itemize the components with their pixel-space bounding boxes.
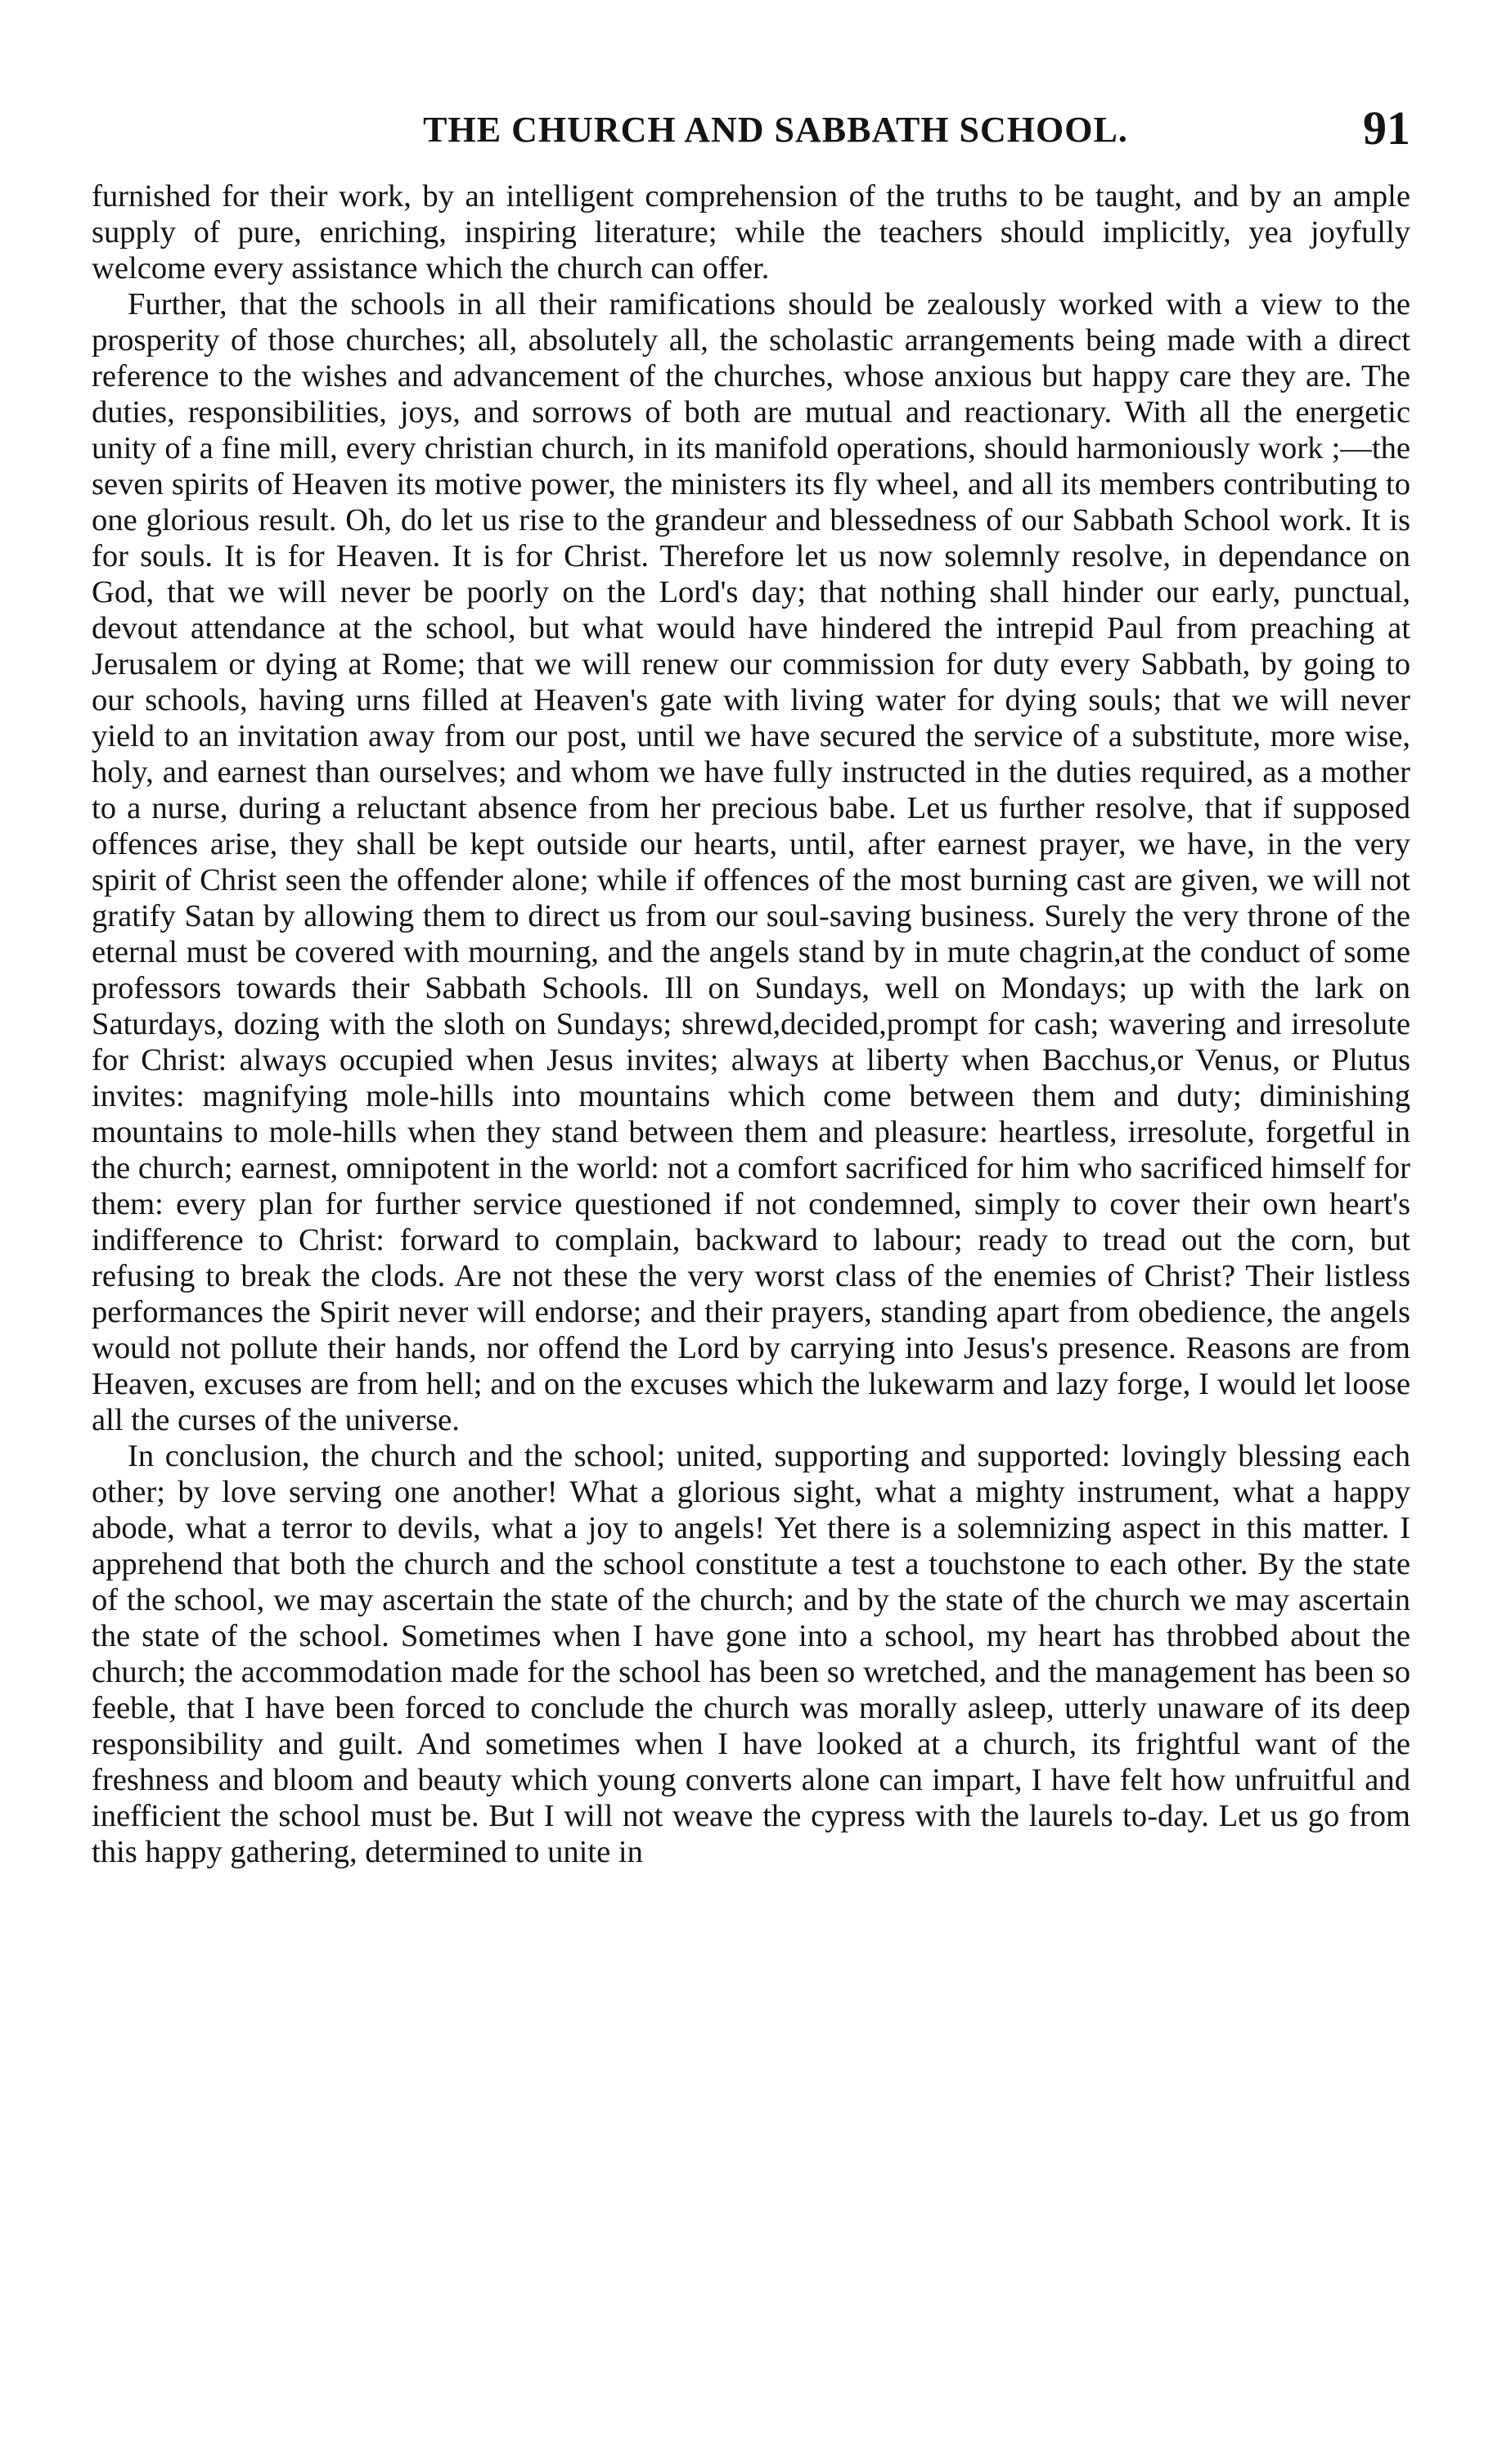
paragraph-further: Further, that the schools in all their ramifications should be zealously worked with a view to the prosperity of those churches; all, absolutely all, the scholastic arrangements being made with a direct reference to the wishes and advancement of the churches, whose anxious but happy care they are. The duties, responsibilities, joys, and sorrows of both are mutual and reactionary. With all the energetic unity of a fine mill, every christian church, in its manifold operations, should harmoniously work ;—the seven spirits of Heaven its motive power, the ministers its fly wheel, and all its members contributing to one glorious result. Oh, do let us rise to the grandeur and blessedness of our Sabbath School work. It is for souls. It is for Heaven. It is for Christ. Therefore let us now solemnly resolve, in dependance on God, that we will never be poorly on the Lord's day; that nothing shall hinder our early, punctual, devout attendance at the school, but what would have hindered the intrepid Paul from preaching at Jerusalem or dying at Rome; that we will renew our commission for duty every Sabbath, by going to our schools, having urns filled at Heaven's gate with living water for dying souls; that we will never yield to an invitation away from our post, until we have secured the service of a substitute, more wise, holy, and earnest than ourselves; and whom we have fully instructed in the duties required, as a mother to a nurse, during a reluctant absence from her precious babe. Let us further resolve, that if supposed offences arise, they shall be kept outside our hearts, until, after earnest prayer, we have, in the very spirit of Christ seen the offender alone; while if offences of the most burning cast are given, we will not gratify Satan by allowing them to direct us from our soul-saving business. Surely the very throne of the eternal must be covered with mourning, and the angels stand by in mute chagrin,at the conduct of some professors towards their Sabbath Schools. Ill on Sundays, well on Mondays; up with the lark on Saturdays, dozing with the sloth on Sundays; shrewd,decided,prompt for cash; wavering and irresolute for Christ: always occupied when Jesus invites; always at liberty when Bacchus,or Venus, or Plutus invites: magnifying mole-hills into mountains which come between them and duty; diminishing mountains to mole-hills when they stand between them and pleasure: heartless, irresolute, forgetful in the church; earnest, omnipotent in the world: not a comfort sacrificed for him who sacrificed himself for them: every plan for further service questioned if not condemned, simply to cover their own heart's indifference to Christ: forward to complain, backward to labour; ready to tread out the corn, but refusing to break the clods. Are not these the very worst class of the enemies of Christ? Their listless performances the Spirit never will endorse; and their prayers, standing apart from obedience, the angels would not pollute their hands, nor offend the Lord by carrying into Jesus's presence. Reasons are from Heaven, excuses are from hell; and on the excuses which the lukewarm and lazy forge, I would let loose all the curses of the universe. [92, 287, 1410, 1437]
paragraph-conclusion: In conclusion, the church and the school; united, supporting and supported: lovingly blessing each other; by love serving one another! What a glorious sight, what a mighty instrument, what a happy abode, what a terror to devils, what a joy to angels! Yet there is a solemnizing aspect in this matter. I apprehend that both the church and the school constitute a test a touchstone to each other. By the state of the school, we may ascertain the state of the church; and by the state of the church we may ascertain the state of the school. Sometimes when I have gone into a school, my heart has throbbed about the church; the accommodation made for the school has been so wretched, and the management has been so feeble, that I have been forced to conclude the church was morally asleep, utterly unaware of its deep responsibility and guilt. And sometimes when I have looked at a church, its frightful want of the freshness and bloom and beauty which young converts alone can impart, I have felt how unfruitful and inefficient the school must be. But I will not weave the cypress with the laurels to-day. Let us go from this happy gathering, determined to unite in [92, 1439, 1410, 1869]
running-header [92, 101, 1410, 162]
running-title: THE CHURCH AND SABBATH SCHOOL. [423, 110, 1128, 150]
body-text [92, 178, 1410, 1870]
paragraph-continued: furnished for their work, by an intelligent comprehension of the truths to be taught, and by an ample supply of pure, enriching, inspiring literature; while the teachers should implicitly, yea joyfully welcome every assistance which the church can offer. [92, 179, 1410, 286]
page-number: 91 [1363, 101, 1410, 155]
